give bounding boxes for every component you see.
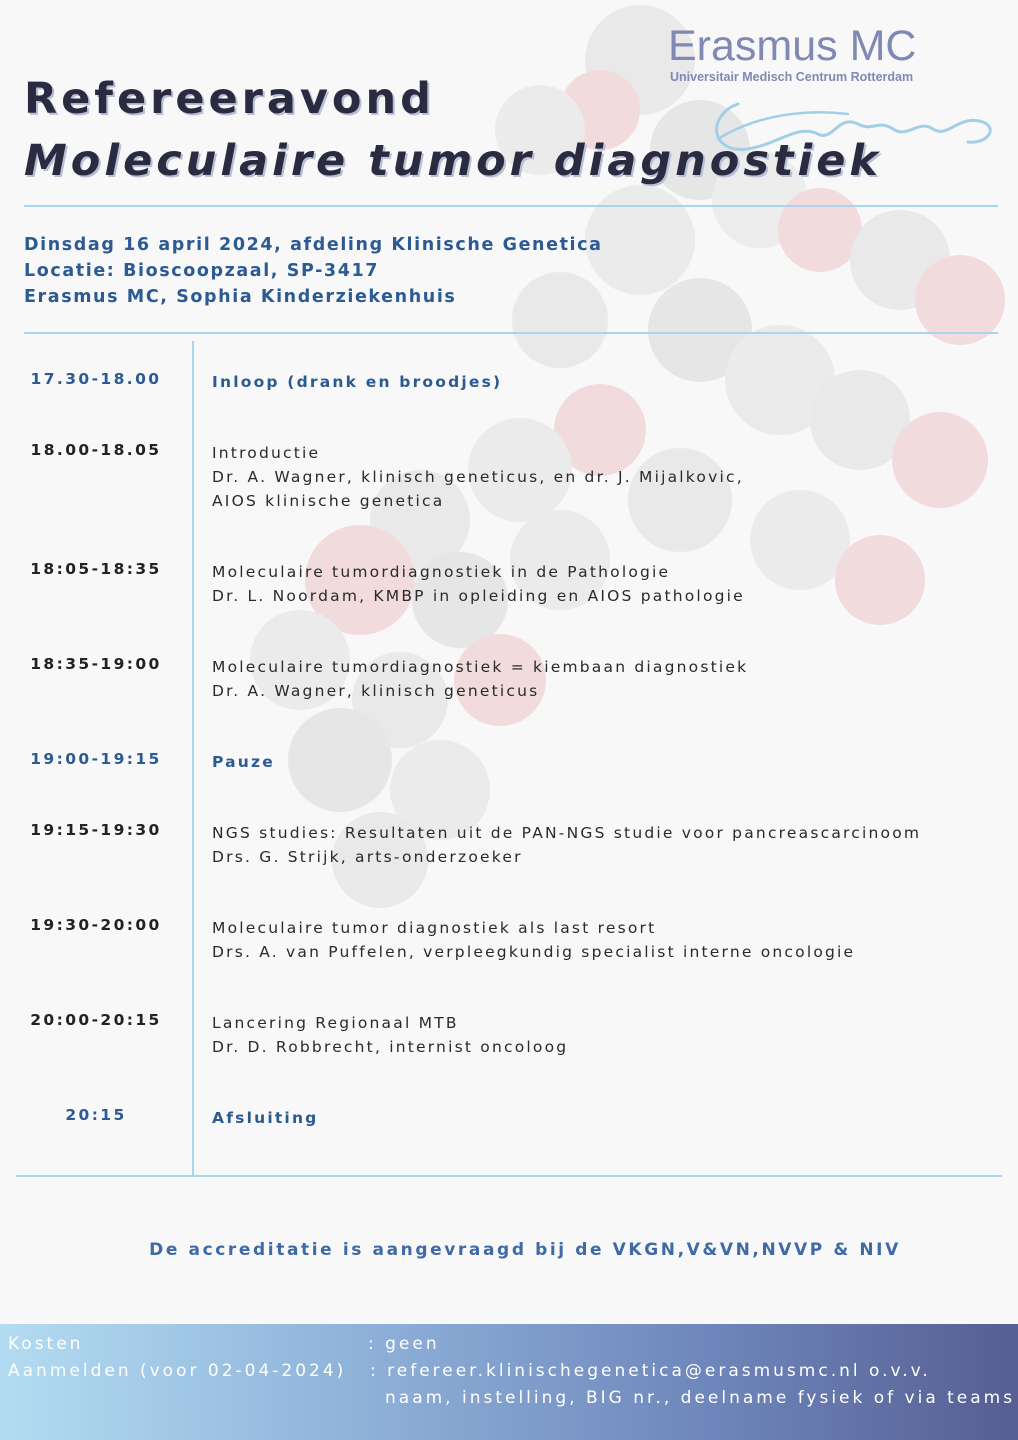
program-speaker: Dr. D. Robbrecht, internist oncoloog — [212, 1038, 569, 1056]
event-venue: Erasmus MC, Sophia Kinderziekenhuis — [24, 287, 457, 307]
kosten-label: Kosten — [8, 1334, 84, 1354]
program-title: Introductie — [212, 444, 321, 462]
title-line-1: Refereeravond — [24, 74, 435, 124]
divider — [24, 205, 998, 207]
aanmelden-details: naam, instelling, BIG nr., deelname fysiek of via teams — [385, 1388, 1016, 1408]
program-title: Lancering Regionaal MTB — [212, 1014, 459, 1032]
event-date: Dinsdag 16 april 2024, afdeling Klinische Genetica — [24, 235, 603, 255]
program-description — [212, 560, 745, 608]
program-description — [212, 1011, 568, 1059]
accreditation-note: De accreditatie is aangevraagd bij de VKGN,V&VN,NVVP & NIV — [149, 1240, 901, 1260]
program-time: 19:15-19:30 — [30, 821, 162, 839]
program-time: 18:35-19:00 — [30, 655, 162, 673]
logo-wordmark: Erasmus MC — [668, 22, 917, 70]
footer-banner — [0, 1324, 1018, 1440]
event-info — [24, 232, 603, 310]
title-line-2: Moleculaire tumor diagnostiek — [24, 136, 882, 186]
program-speaker: Dr. A. Wagner, klinisch geneticus, en dr. J. Mijalkovic, — [212, 468, 744, 486]
divider — [24, 332, 998, 334]
event-location: Locatie: Bioscoopzaal, SP-3417 — [24, 261, 380, 281]
program-description — [212, 655, 748, 703]
divider — [16, 1175, 1002, 1177]
program-speaker: Drs. G. Strijk, arts-onderzoeker — [212, 848, 523, 866]
program-divider-line — [192, 341, 194, 1176]
kosten-value: : geen — [368, 1334, 440, 1354]
program-speaker-role: AIOS klinische genetica — [212, 492, 445, 510]
program-time: 17.30-18.00 — [30, 370, 162, 388]
program-speaker: Dr. A. Wagner, klinisch geneticus — [212, 682, 540, 700]
program-title: Afsluiting — [212, 1109, 319, 1127]
program-title: Moleculaire tumordiagnostiek in de Pathologie — [212, 563, 671, 581]
program-time: 18.00-18.05 — [30, 441, 162, 459]
aanmelden-label: Aanmelden (voor 02-04-2024) — [8, 1361, 347, 1381]
program-time: 19:30-20:00 — [30, 916, 162, 934]
program-description — [212, 916, 855, 964]
program-title: Pauze — [212, 753, 275, 771]
logo-subtitle: Universitair Medisch Centrum Rotterdam — [670, 70, 914, 84]
aanmelden-email: : refereer.klinischegenetica@erasmusmc.nl o.v.v. — [370, 1361, 931, 1381]
program-time: 20:00-20:15 — [30, 1011, 162, 1029]
page-title — [24, 68, 882, 192]
program-speaker: Drs. A. van Puffelen, verpleegkundig specialist interne oncologie — [212, 943, 856, 961]
program-title: Inloop (drank en broodjes) — [212, 373, 503, 391]
program-speaker: Dr. L. Noordam, KMBP in opleiding en AIOS pathologie — [212, 587, 745, 605]
program-description — [212, 441, 744, 513]
program-time: 20:15 — [65, 1106, 127, 1124]
program-title: NGS studies: Resultaten uit de PAN-NGS studie voor pancreascarcinoom — [212, 824, 922, 842]
program-title: Moleculaire tumordiagnostiek = kiembaan diagnostiek — [212, 658, 749, 676]
program-time: 18:05-18:35 — [30, 560, 162, 578]
program-description — [212, 821, 921, 869]
program-title: Moleculaire tumor diagnostiek als last resort — [212, 919, 657, 937]
program-time: 19:00-19:15 — [30, 750, 162, 768]
